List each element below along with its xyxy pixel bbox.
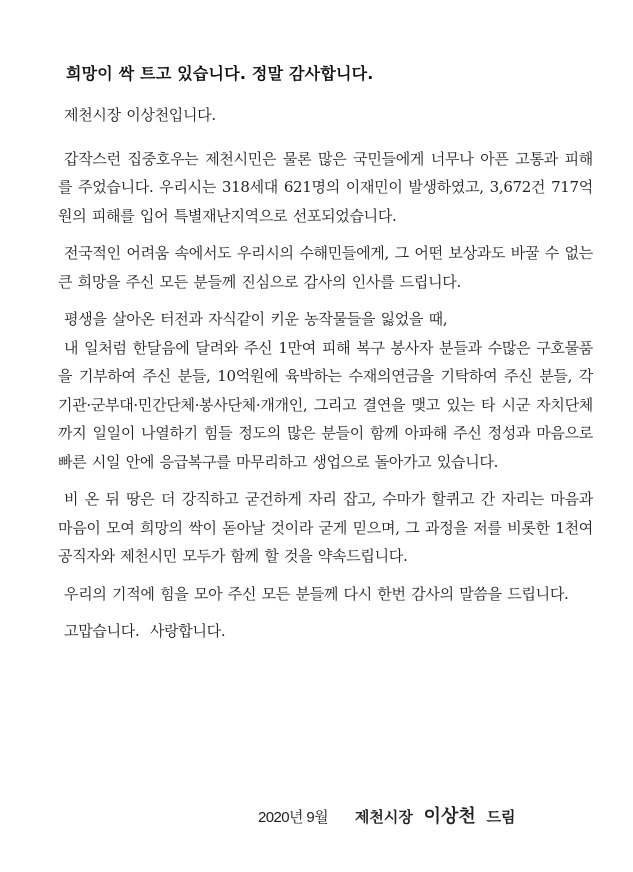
signature-name: 이상천 — [423, 806, 476, 827]
paragraph-volunteers: 내 일처럼 한달음에 달려와 주신 1만여 피해 복구 봉사자 분들과 수많은 구호물품을 기부하여 주신 분들, 10억원에 육박하는 수재의연금을 기탁하여 주신 분들, 각 기관·군부대·민간단체·봉사단체·개개인, 그리고 결연을 맺고 있는 타 시군 자치단체까지 일일이 나열하기 힘들 정도의 많은 분들이 함께 아파해 주신 정성과 마음으로 빠른 시일 안에 응급복구를 마무리하고 생업으로 돌아가고 있습니다. — [58, 338, 593, 471]
letter-greeting: 제천시장 이상천입니다. — [64, 106, 216, 124]
paragraph-lost-crops: 평생을 살아온 터전과 자식같이 키운 농작물들을 잃었을 때, — [64, 310, 448, 328]
signature-suffix: 드림 — [486, 808, 516, 826]
signature-title: 제천시장 — [354, 808, 413, 826]
paragraph-hope: 비 온 뒤 땅은 더 강직하고 굳건하게 자리 잡고, 수마가 할퀴고 간 자리는 마음과 마음이 모여 희망의 싹이 돋아날 것이라 굳게 믿으며, 그 과정을 저를 비롯한 1천여 공직자와 제천시민 모두가 함께 할 것을 약속드립니다. — [58, 490, 593, 565]
letter-closing: 고맙습니다. 사랑합니다. — [64, 622, 226, 640]
paragraph-thanks-nation: 전국적인 어려움 속에서도 우리시의 수해민들에게, 그 어떤 보상과도 바꿀 수 없는 큰 희망을 주신 모든 분들께 진심으로 감사의 인사를 드립니다. — [58, 244, 593, 291]
letter-signature — [258, 805, 516, 830]
paragraph-gratitude: 우리의 기적에 힘을 모아 주신 모든 분들께 다시 한번 감사의 말씀을 드립니다. — [64, 584, 569, 603]
signature-date: 2020년 9월 — [258, 809, 329, 826]
paragraph-damage-report: 갑작스런 집중호우는 제천시민은 물론 많은 국민들에게 너무나 아픈 고통과 피해를 주었습니다. 우리시는 318세대 621명의 이재민이 발생하였고, 3,672건 717억원의 피해를 입어 특별재난지역으로 선포되었습니다. — [58, 149, 593, 225]
letter-headline: 희망이 싹 트고 있습니다. 정말 감사합니다. — [66, 64, 374, 83]
